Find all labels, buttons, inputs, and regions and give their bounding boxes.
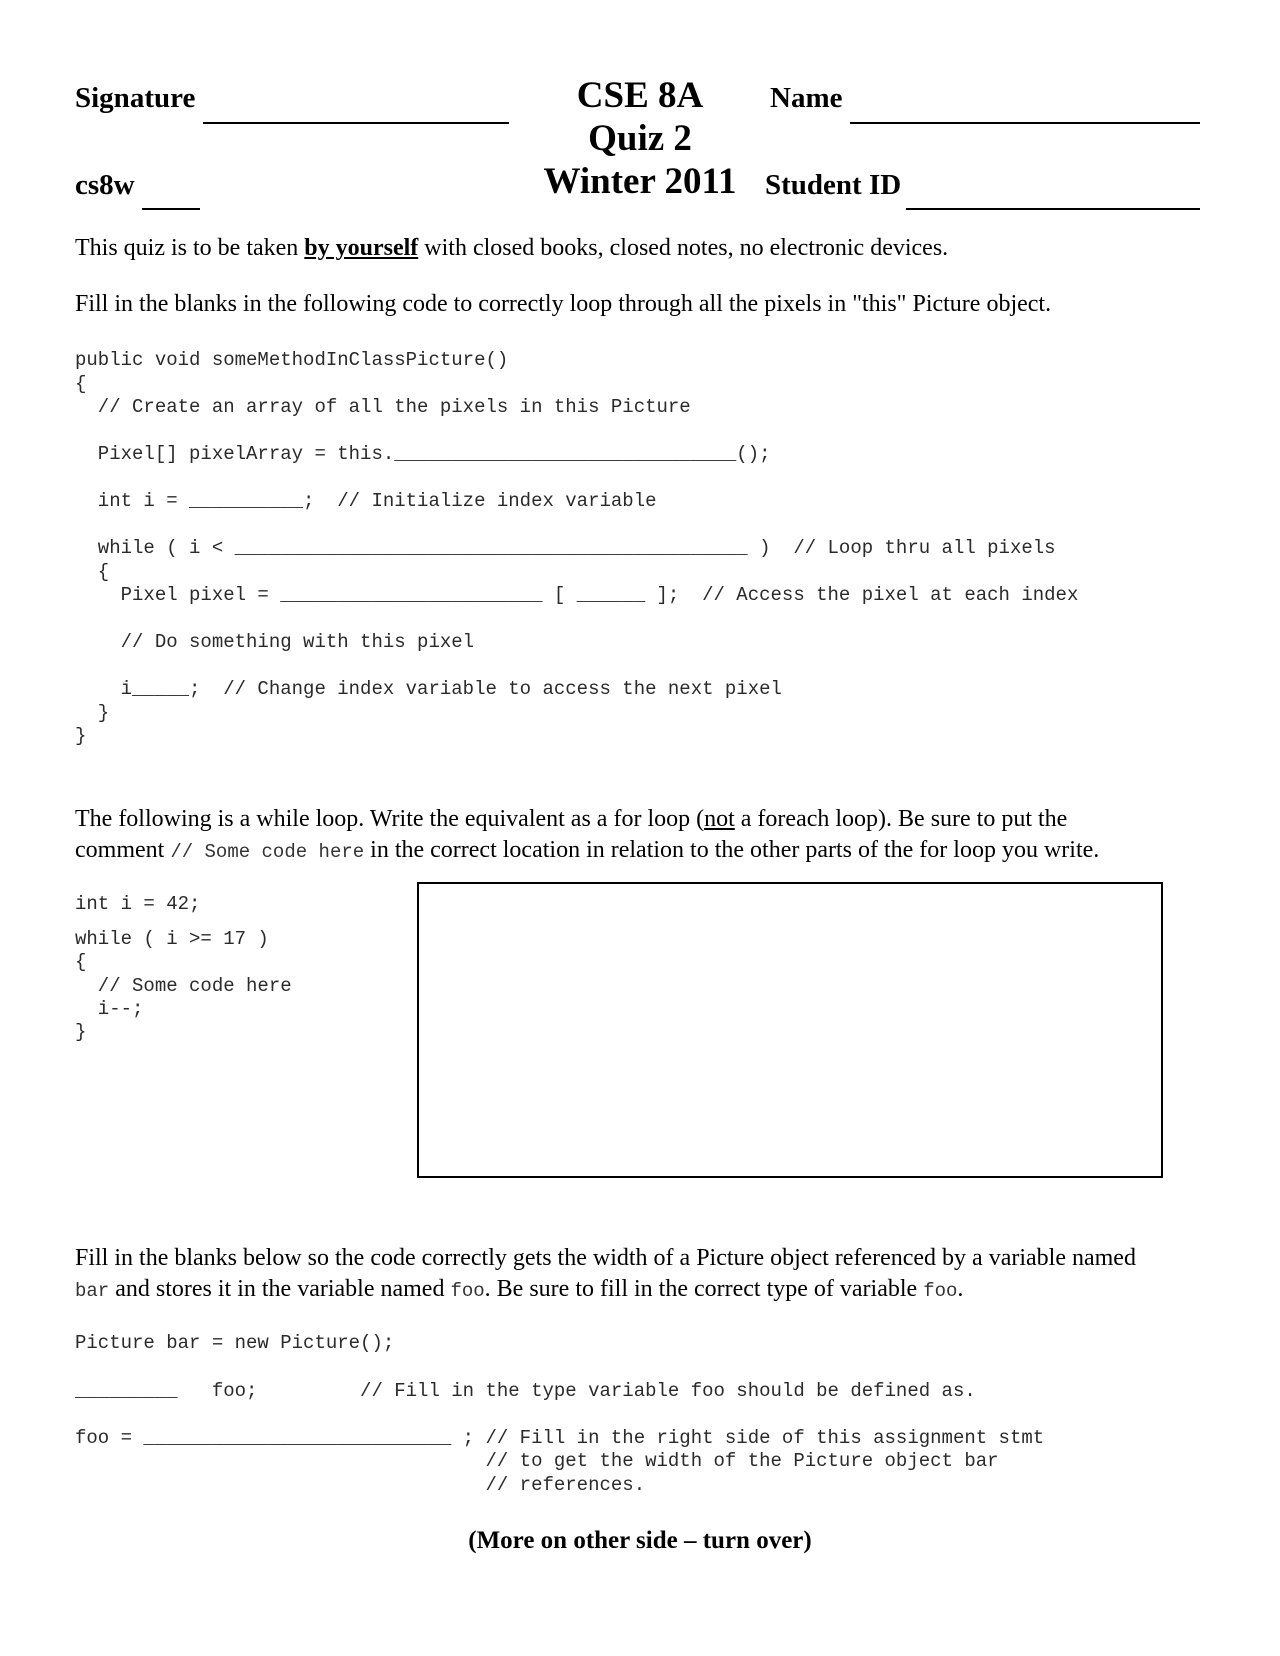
- q2-code-line: }: [75, 1021, 87, 1043]
- q3-prompt-d: .: [957, 1276, 964, 1302]
- q1-code-line[interactable]: int i = __________; // Initialize index variable: [75, 490, 657, 512]
- q1-code-line: }: [75, 702, 110, 724]
- q1-code-line: // Create an array of all the pixels in this Picture: [75, 396, 691, 418]
- q2-code-line: {: [75, 951, 87, 973]
- signature-label: Signature: [75, 82, 196, 114]
- signature-blank[interactable]: [203, 111, 509, 129]
- q3-prompt-foo: foo: [450, 1280, 485, 1302]
- q1-code-line[interactable]: Pixel pixel = _______________________ [ ______ ]; // Access the pixel at each index: [75, 584, 1079, 606]
- intro-text: [75, 233, 1215, 264]
- account-blank[interactable]: [142, 197, 200, 215]
- q2-code-line: // Some code here: [75, 975, 292, 997]
- q3-prompt-bar: bar: [75, 1280, 110, 1302]
- q2-prompt-a: The following is a while loop. Write the equivalent as a for loop (: [75, 806, 705, 832]
- q1-prompt: Fill in the blanks in the following code to correctly loop through all the pixels in "this" Picture object.: [75, 291, 1052, 317]
- q2-prompt-d: in the correct location in relation to the other parts of the for loop you write.: [364, 837, 1100, 863]
- turn-over-note: (More on other side – turn over): [468, 1527, 812, 1554]
- answer-box[interactable]: [417, 882, 1163, 1178]
- q3-prompt-a: Fill in the blanks below so the code correctly gets the width of a Picture object referenced by a variable named: [75, 1245, 1136, 1271]
- q3-code-line[interactable]: _________ foo; // Fill in the type variable foo should be defined as.: [75, 1380, 976, 1402]
- q1-code-line: {: [75, 373, 87, 395]
- q1-code-line: {: [75, 561, 110, 583]
- q3-code-line: // to get the width of the Picture object bar: [75, 1450, 999, 1472]
- q2-prompt-not: not: [704, 806, 735, 832]
- q3-code-line: // references.: [75, 1474, 646, 1496]
- quiz-title: Quiz 2: [588, 118, 692, 159]
- q2-prompt: [75, 804, 1235, 868]
- name-label: Name: [770, 82, 843, 114]
- q2-code-line: while ( i >= 17 ): [75, 928, 269, 950]
- account-label: cs8w: [75, 169, 135, 201]
- intro-emphasis: by yourself: [304, 235, 419, 261]
- intro-before: This quiz is to be taken: [75, 235, 305, 261]
- q3-code-line: Picture bar = new Picture();: [75, 1332, 395, 1354]
- q2-code-line: i--;: [75, 998, 144, 1020]
- name-blank[interactable]: [850, 111, 1200, 129]
- q2-code-line: int i = 42;: [75, 893, 201, 915]
- q3-prompt-c: . Be sure to fill in the correct type of variable: [484, 1276, 924, 1302]
- q1-code-line[interactable]: while ( i < _____________________________________________ ) // Loop thru all pixels: [75, 537, 1056, 559]
- q3-prompt-foo2: foo: [923, 1280, 958, 1302]
- q2-prompt-c: comment: [75, 837, 171, 863]
- q2-prompt-b: a foreach loop). Be sure to put the: [734, 806, 1068, 832]
- course-title: CSE 8A: [576, 75, 704, 116]
- q3-code-line[interactable]: foo = ___________________________ ; // Fill in the right side of this assignment stmt: [75, 1427, 1045, 1449]
- student-id-label: Student ID: [765, 169, 902, 201]
- q1-code-line[interactable]: i_____; // Change index variable to access the next pixel: [75, 678, 782, 700]
- intro-after: with closed books, closed notes, no electronic devices.: [418, 235, 949, 261]
- q1-code-line: }: [75, 725, 87, 747]
- student-id-blank[interactable]: [906, 197, 1200, 215]
- q1-code-line: public void someMethodInClassPicture(): [75, 349, 509, 371]
- term-title: Winter 2011: [543, 161, 737, 202]
- q1-code-line[interactable]: Pixel[] pixelArray = this.______________________________();: [75, 443, 771, 465]
- q1-code-line: // Do something with this pixel: [75, 631, 475, 653]
- q3-prompt-b: and stores it in the variable named: [109, 1276, 451, 1302]
- q3-prompt: [75, 1243, 1245, 1307]
- q2-prompt-code: // Some code here: [170, 841, 365, 863]
